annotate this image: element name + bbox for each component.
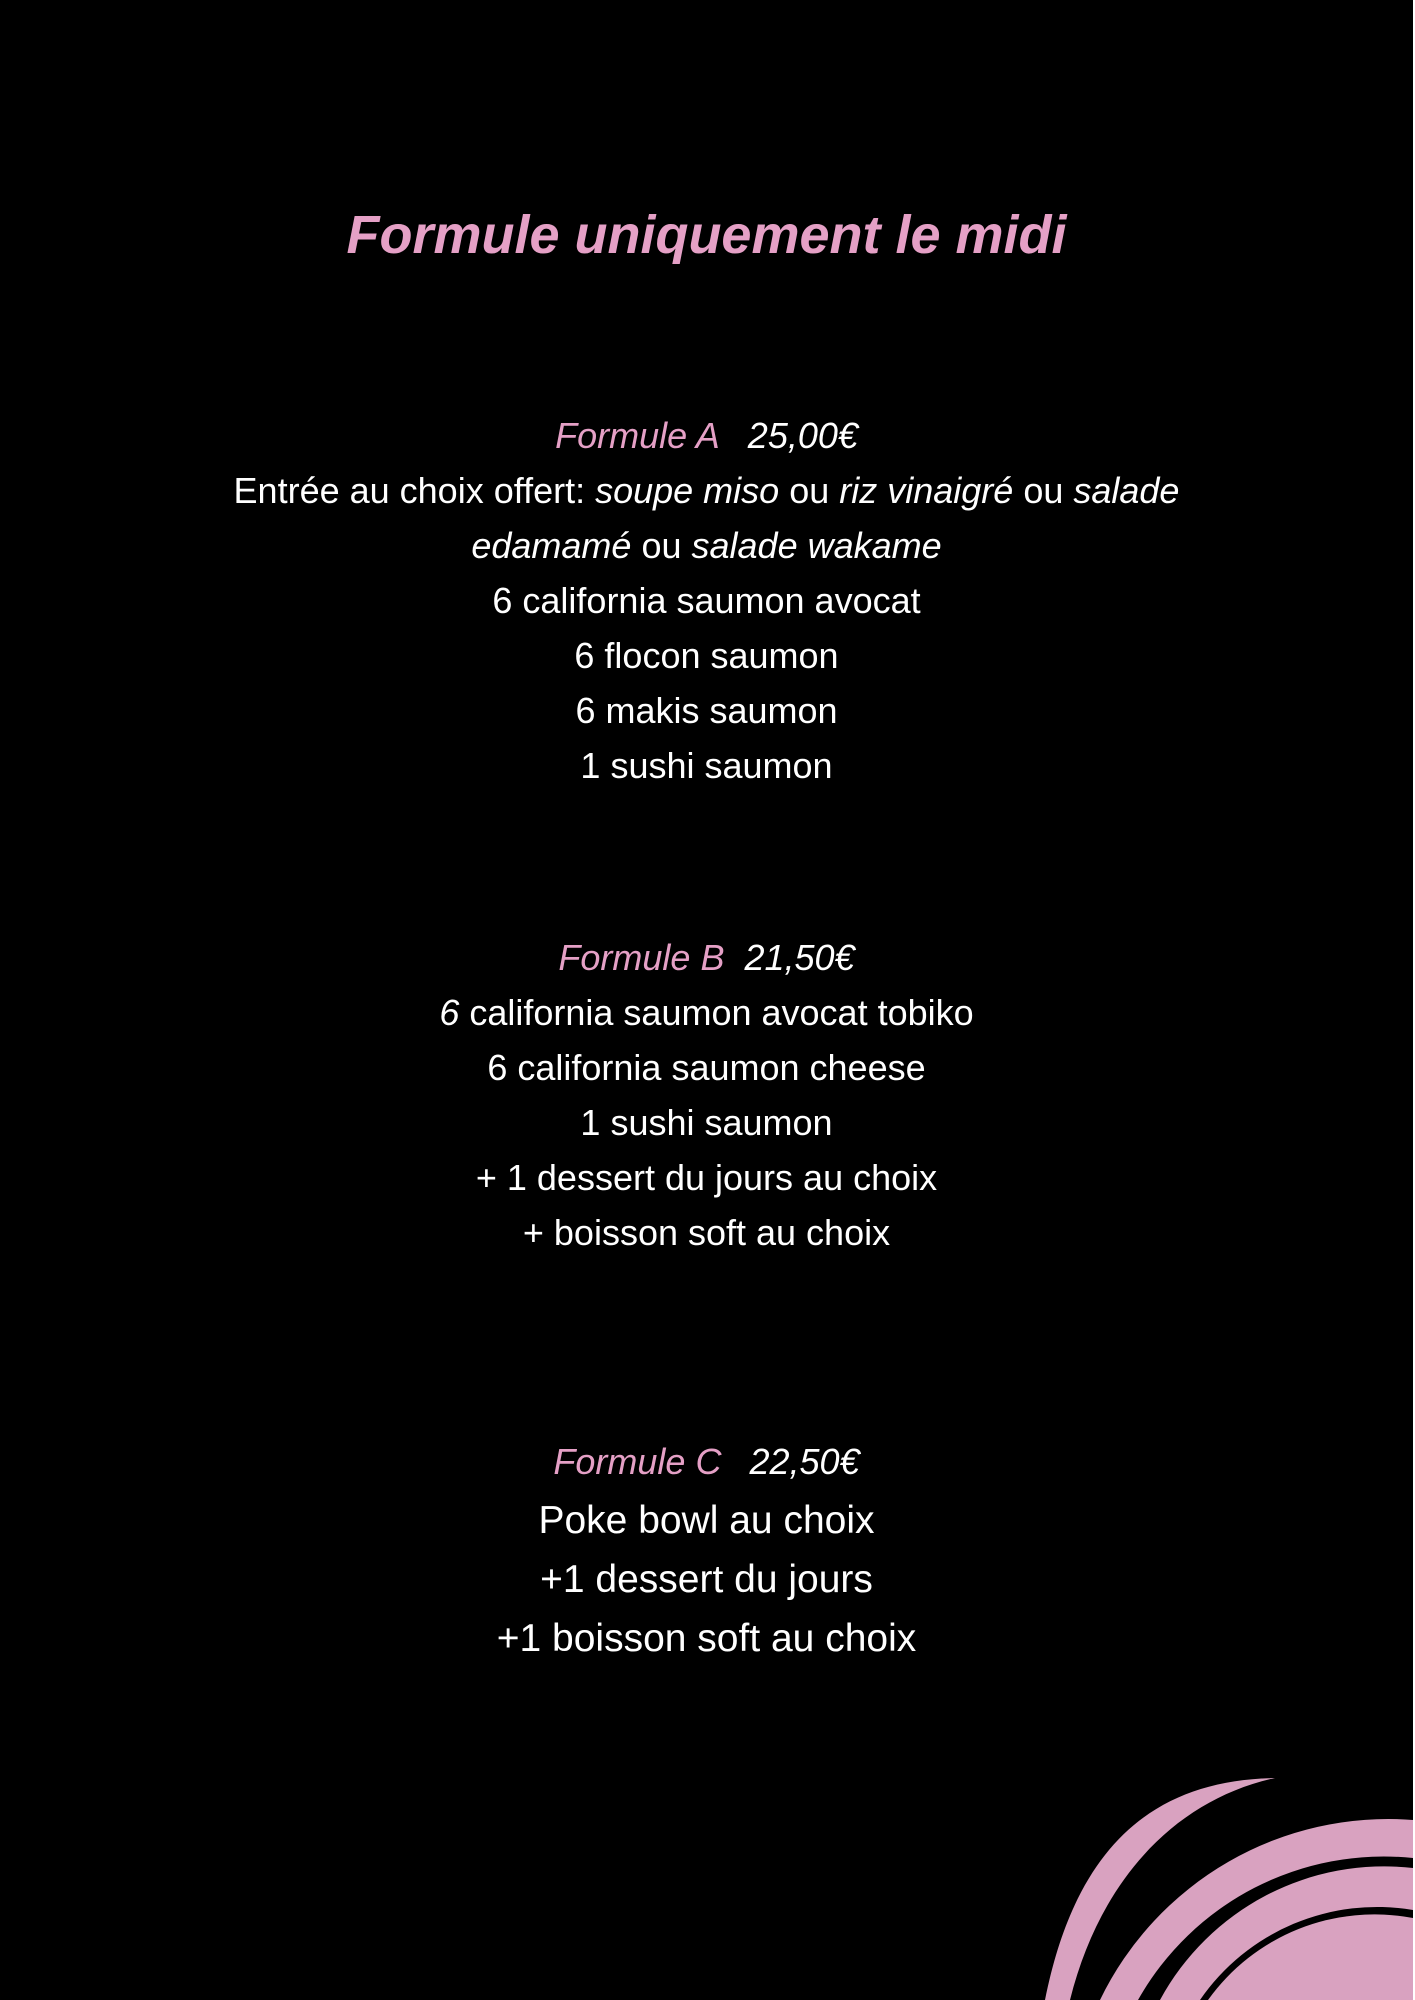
- formule-c-item: +1 boisson soft au choix: [496, 1617, 917, 1660]
- formule-a-item: 6 california saumon avocat: [492, 580, 921, 621]
- formule-b-item: 1 sushi saumon: [580, 1102, 833, 1143]
- formule-b-item: + 1 dessert du jours au choix: [475, 1157, 938, 1198]
- formule-c-name: Formule C: [553, 1441, 722, 1482]
- entree-separator: ou: [1013, 470, 1074, 511]
- entree-option-riz-vinaigre: riz vinaigré: [839, 470, 1014, 511]
- formule-c-item: Poke bowl au choix: [538, 1499, 875, 1542]
- page-title: Formule uniquement le midi: [346, 205, 1067, 265]
- formule-c-price: 22,50€: [749, 1441, 860, 1482]
- formule-a-item: 6 makis saumon: [575, 690, 838, 731]
- entree-prefix: Entrée au choix offert:: [233, 470, 596, 511]
- formule-c-item: +1 dessert du jours: [540, 1558, 873, 1601]
- formule-b-first-qty: 6: [439, 992, 460, 1033]
- entree-option-salade-edamame: salade: [1073, 470, 1180, 511]
- entree-option-salade-wakame: salade wakame: [691, 525, 942, 566]
- entree-option-salade-edamame-cont: edamamé: [471, 525, 632, 566]
- formule-b-price: 21,50€: [744, 937, 855, 978]
- formule-b-first-item: california saumon avocat tobiko: [459, 992, 974, 1033]
- formule-a-item: 1 sushi saumon: [580, 745, 833, 786]
- formule-a-price: 25,00€: [747, 415, 858, 456]
- formule-a-item: 6 flocon saumon: [574, 635, 839, 676]
- entree-separator: ou: [779, 470, 840, 511]
- formule-b-item: 6 california saumon cheese: [487, 1047, 926, 1088]
- entree-separator: ou: [631, 525, 692, 566]
- entree-option-soupe-miso: soupe miso: [595, 470, 780, 511]
- formule-a-name: Formule A: [555, 415, 720, 456]
- formule-b-name: Formule B: [558, 937, 725, 978]
- formule-b-item: + boisson soft au choix: [522, 1212, 891, 1253]
